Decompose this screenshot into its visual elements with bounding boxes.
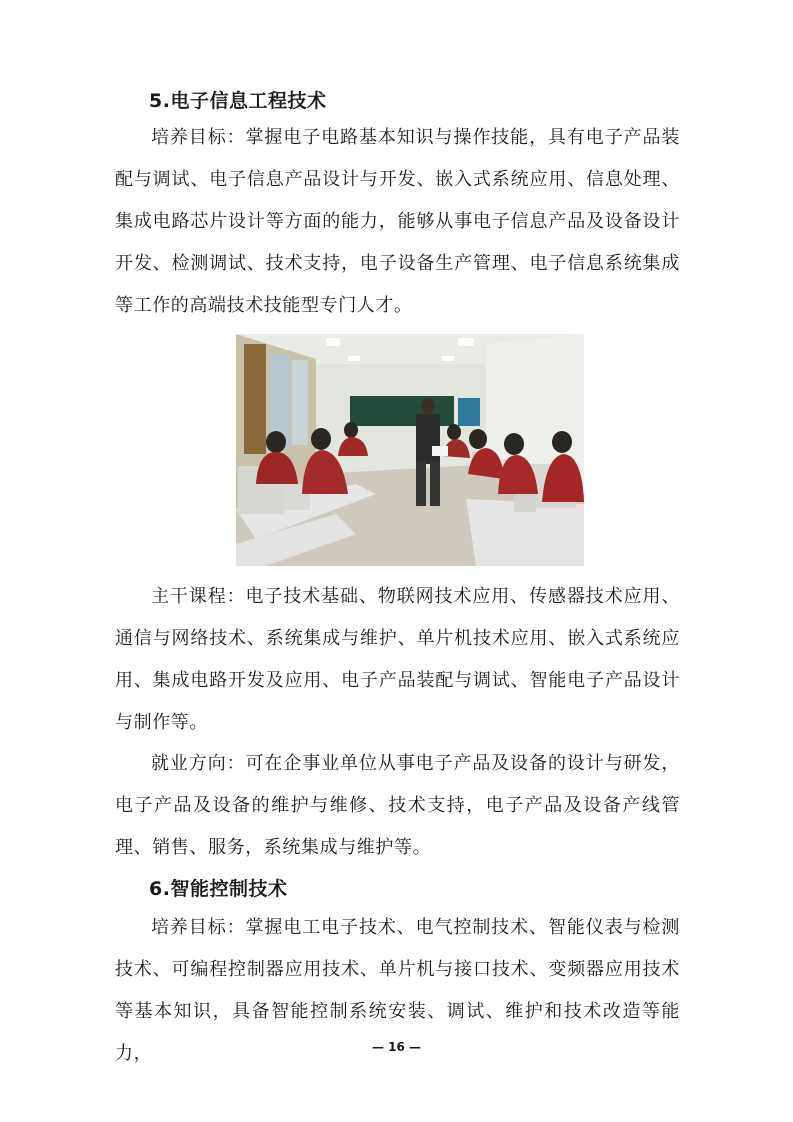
section-6-training-goal: 培养目标：掌握电工电子技术、电气控制技术、智能仪表与检测技术、可编程控制器应用技术、单片机与接口技术、变频器应用技术等基本知识，具备智能控制系统安装、调试、维护和技术改造等能力， [115, 917, 680, 1064]
page-number: — 16 — [371, 1040, 422, 1054]
section-5-employment: 就业方向：可在企事业单位从事电子产品及设备的设计与研发，电子产品及设备的维护与维修、技术支持，电子产品及设备产线管理、销售、服务，系统集成与维护等。 [115, 753, 680, 858]
section-5-main-courses: 主干课程：电子技术基础、物联网技术应用、传感器技术应用、通信与网络技术、系统集成与维护、单片机技术应用、嵌入式系统应用、集成电路开发及应用、电子产品装配与调试、智能电子产品设计与制作等。 [115, 586, 680, 733]
classroom-photo [236, 334, 584, 566]
section-5-heading: 5.电子信息工程技术 [149, 90, 327, 112]
section-6-heading: 6.智能控制技术 [149, 878, 288, 900]
section-5-training-goal: 培养目标：掌握电子电路基本知识与操作技能，具有电子产品装配与调试、电子信息产品设计与开发、嵌入式系统应用、信息处理、集成电路芯片设计等方面的能力，能够从事电子信息产品及设备设计开发、检测调试、技术支持，电子设备生产管理、电子信息系统集成等工作的高端技术技能型专门人才。 [115, 127, 680, 316]
